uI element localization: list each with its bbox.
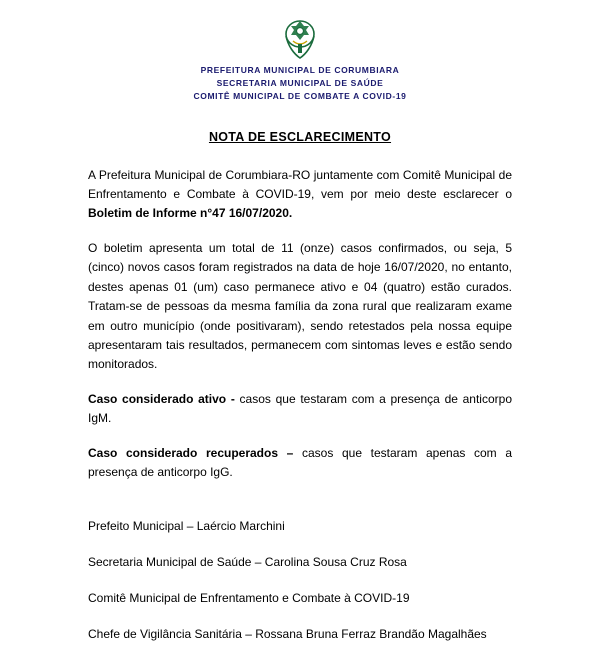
- recovered-case-text: casos que testaram apenas com a presença de anticorpo IgG.: [88, 445, 513, 480]
- signature-line: Prefeito Municipal – Laércio Marchini: [88, 518, 285, 533]
- bulletin-reference: Boletim de Informe n°47 16/07/2020.: [88, 206, 293, 221]
- letterhead-line-3: COMITÊ MUNICIPAL DE COMBATE A COVID-19: [193, 91, 407, 102]
- coat-of-arms-icon: [280, 14, 320, 60]
- signature-block: [88, 517, 512, 645]
- paragraph-intro-text: A Prefeitura Municipal de Corumbiara-RO juntamente com Comitê Municipal de Enfrentamento e Combate à COVID-19, vem por meio deste esclarecer o: [88, 167, 512, 201]
- paragraph-active-case: [88, 390, 512, 429]
- document-title: NOTA DE ESCLARECIMENTO: [208, 129, 392, 144]
- letterhead-line-2: SECRETARIA MUNICIPAL DE SAÚDE: [216, 78, 384, 89]
- paragraph-recovered-case: [88, 444, 512, 483]
- paragraph-intro: [88, 166, 512, 224]
- active-case-label: Caso considerado ativo -: [88, 391, 240, 406]
- signature-line: Secretaria Municipal de Saúde – Carolina Sousa Cruz Rosa: [88, 554, 407, 569]
- active-case-text: casos que testaram com a presença de anticorpo IgM.: [88, 391, 512, 426]
- signature-line: Comitê Municipal de Enfrentamento e Combate à COVID-19: [88, 591, 410, 606]
- paragraph-summary: O boletim apresenta um total de 11 (onze) casos confirmados, ou seja, 5 (cinco) novos casos foram registrados na data de hoje 16/07/2020, no entanto, destes apenas 01 (um) caso permanece ativo e 04 (quatro) estão curados. Tratam-se de pessoas da mesma família da zona rural que realizaram exame em outro município (onde positivaram), sendo retestados pela nossa equipe apresentaram tais resultados, permanecem com sintomas leves e estão sendo monitorados.: [88, 240, 512, 372]
- signature-line: Chefe de Vigilância Sanitária – Rossana Bruna Ferraz Brandão Magalhães: [88, 627, 487, 642]
- recovered-case-label: Caso considerado recuperados –: [88, 445, 302, 460]
- letterhead: [88, 14, 512, 104]
- letterhead-line-1: PREFEITURA MUNICIPAL DE CORUMBIARA: [200, 65, 400, 75]
- letterhead-text: [88, 64, 512, 104]
